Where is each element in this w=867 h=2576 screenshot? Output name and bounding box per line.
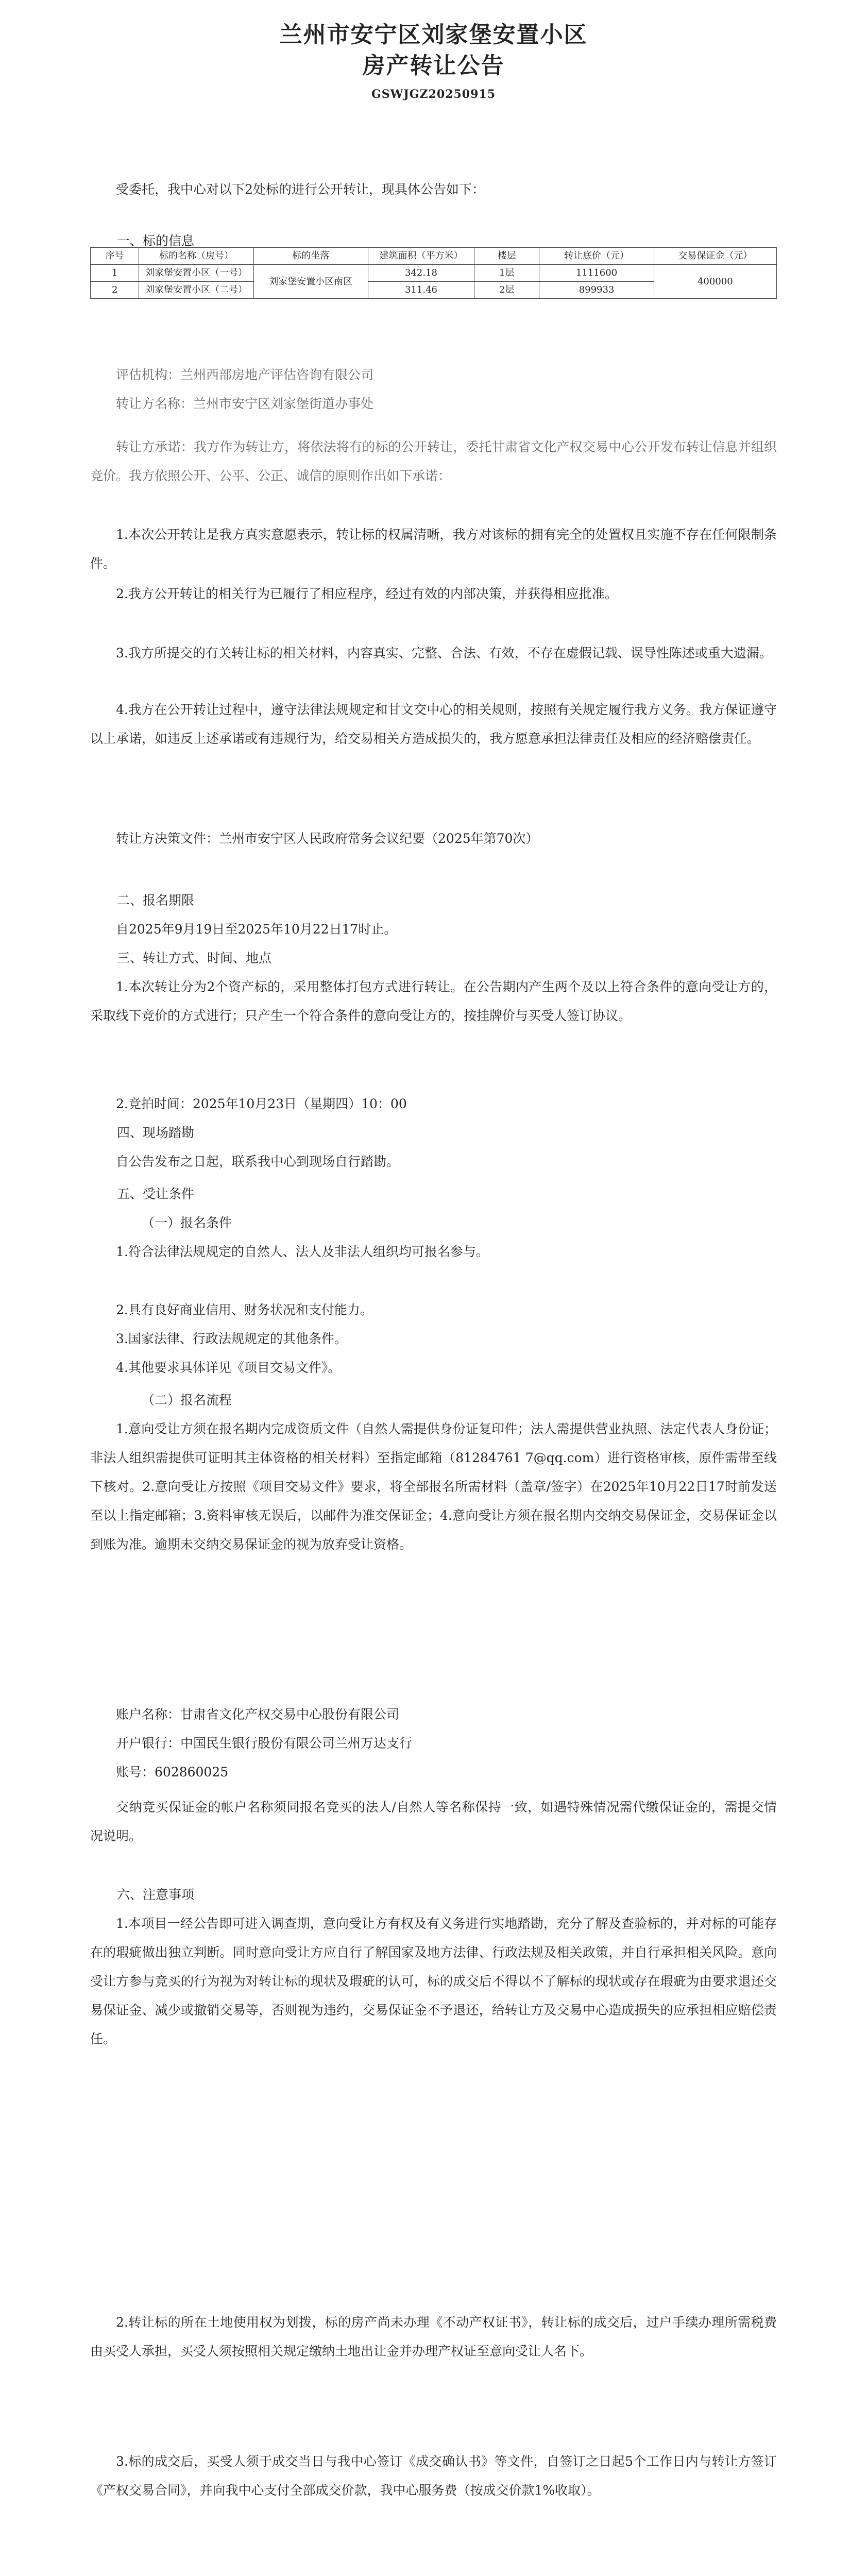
th-no: 序号 <box>91 248 139 265</box>
method-text: 1.本次转让分为2个资产标的，采用整体打包方式进行转让。在公告期内产生两个及以上符合条件的意向受让方的，采取线下竞价的方式进行；只产生一个符合条件的意向受让方的，按挂牌价与买受人签订协议。 <box>90 979 777 1023</box>
commitment-intro: 转让方承诺：我方作为转让方，将依法将有的标的公开转让，委托甘肃省文化产权交易中心公开发布转让信息并组织竞价。我方依照公开、公平、公正、诚信的原则作出如下承诺： <box>90 439 777 483</box>
note-item: 1.本项目一经公告即可进入调查期，意向受让方有权及有义务进行实地踏勘，充分了解及查验标的，并对标的可能存在的瑕疵做出独立判断。同时意向受让方应自行了解国家及地方法律、行政法规及相关政策，并自行承担相关风险。意向受让方参与竞买的行为视为对转让标的现状及瑕疵的认可，标的成交后不得以不了解标的现状或存在瑕疵为由要求退还交易保证金、减少或撤销交易等，否则视为违约，交易保证金不予退还，给转让方及交易中心造成损失的应承担相应赔偿责任。 <box>90 1916 777 2046</box>
section-3-heading: 三、转让方式、时间、地点 <box>117 951 272 965</box>
cell-name: 刘家堡安置小区（二号） <box>139 282 253 299</box>
table-row <box>91 265 777 282</box>
req1-item: 1.符合法律法规规定的自然人、法人及非法人组织均可报名参与。 <box>116 1244 489 1259</box>
section-1-heading: 一、标的信息 <box>117 233 195 248</box>
cell-no: 1 <box>91 265 139 282</box>
announcement-page <box>90 0 777 2576</box>
section-6-heading: 六、注意事项 <box>117 1887 195 1902</box>
cell-name: 刘家堡安置小区（一号） <box>139 265 253 282</box>
req2-heading: （二）报名流程 <box>142 1393 232 1408</box>
decision-basis: 转让方决策文件：兰州市安宁区人民政府常务会议纪要（2025年第70次） <box>116 831 539 846</box>
bank-account-no: 账号：602860025 <box>116 1765 229 1780</box>
bank-account-name: 账户名称：甘肃省文化产权交易中心股份有限公司 <box>116 1707 400 1722</box>
th-location: 标的坐落 <box>253 248 368 265</box>
commitment-item: 1.本次公开转让是我方真实意愿表示，转让标的权属清晰，我方对该标的拥有完全的处置权且实施不存在任何限制条件。 <box>90 527 777 571</box>
note-item: 2.转让标的所在土地使用权为划拨，标的房产尚未办理《不动产权证书》，转让标的成交后，过户手续办理所需税费由买受人承担，买受人须按照相关规定缴纳土地出让金并办理产权证至意向受让人名下。 <box>90 2315 777 2359</box>
note-item: 3.标的成交后，买受人须于成交当日与我中心签订《成交确认书》等文件，自签订之日起5个工作日内与转让方签订《产权交易合同》，并向我中心支付全部成交价款，我中心服务费（按成交价款1%收取）。 <box>90 2454 777 2498</box>
th-deposit: 交易保证金（元） <box>654 248 776 265</box>
req1-heading: （一）报名条件 <box>142 1215 232 1230</box>
cell-area: 342.18 <box>368 265 474 282</box>
intro-text: 受委托，我中心对以下2处标的进行公开转让，现具体公告如下： <box>116 182 485 197</box>
auction-time: 2.竞拍时间：2025年10月23日（星期四）10：00 <box>116 1096 407 1111</box>
commitment-item: 4.我方在公开转让过程中，遵守法律法规规定和甘文交中心的相关规则，按照有关规定履行我方义务。我方保证遵守以上承诺，如违反上述承诺或有违规行为，给交易相关方造成损失的，我方愿意承担法律责任及相应的经济赔偿责任。 <box>90 702 777 746</box>
req1-item: 4.其他要求具体详见《项目交易文件》。 <box>116 1360 341 1375</box>
transferor-text: 转让方名称：兰州市安宁区刘家堡街道办事处 <box>116 396 374 411</box>
asset-table <box>90 247 777 299</box>
cell-floor: 2层 <box>474 282 539 299</box>
th-name: 标的名称（房号） <box>139 248 253 265</box>
th-price: 转让底价（元） <box>539 248 654 265</box>
inspection-text: 自公告发布之日起，联系我中心到现场自行踏勘。 <box>116 1154 400 1169</box>
req1-item: 2.具有良好商业信用、财务状况和支付能力。 <box>116 1302 373 1317</box>
cell-location: 刘家堡安置小区南区 <box>253 265 368 299</box>
req2-process: 1.意向受让方须在报名期内完成资质文件（自然人需提供身份证复印件；法人需提供营业执照、法定代表人身份证；非法人组织需提供可证明其主体资格的相关材料）至指定邮箱（81284761 7@qq.com）进行资格审核，原件需带至线下核对。2.意向受让方按照《项目交易文件》要求，将全部报名所需材料（盖章/签字）在2025年10月22日17时前发送至以上指定邮箱；3.资料审核无误后，以邮件为准交保证金；4.意向受让方须在报名期内交纳交易保证金，交易保证金以到账为准。逾期未交纳交易保证金的视为放弃受让资格。 <box>90 1421 777 1552</box>
section-4-heading: 四、现场踏勘 <box>117 1125 195 1140</box>
section-5-heading: 五、受让条件 <box>117 1187 195 1201</box>
commitment-item: 2.我方公开转让的相关行为已履行了相应程序，经过有效的内部决策，并获得相应批准。 <box>116 586 618 601</box>
bank-name: 开户银行：中国民生银行股份有限公司兰州万达支行 <box>116 1736 413 1751</box>
cell-deposit: 400000 <box>654 265 776 299</box>
bank-note: 交纳竞买保证金的帐户名称须同报名竞买的法人/自然人等名称保持一致，如遇特殊情况需代缴保证金的，需提交情况说明。 <box>90 1800 777 1843</box>
appraiser-text: 评估机构：兰州西部房地产评估咨询有限公司 <box>116 367 374 382</box>
title-line-1: 兰州市安宁区刘家堡安置小区 <box>279 22 588 48</box>
section-2-heading: 二、报名期限 <box>117 893 195 908</box>
th-floor: 楼层 <box>474 248 539 265</box>
commitment-item: 3.我方所提交的有关转让标的相关材料，内容真实、完整、合法、有效，不存在虚假记载、误导性陈述或重大遗漏。 <box>116 646 772 660</box>
table-header-row <box>91 248 777 265</box>
cell-price: 899933 <box>539 282 654 299</box>
cell-floor: 1层 <box>474 265 539 282</box>
title-line-2: 房产转让公告 <box>362 53 505 79</box>
cell-price: 1111600 <box>539 265 654 282</box>
cell-no: 2 <box>91 282 139 299</box>
registration-period: 自2025年9月19日至2025年10月22日17时止。 <box>116 922 397 937</box>
cell-area: 311.46 <box>368 282 474 299</box>
req1-item: 3.国家法律、行政法规规定的其他条件。 <box>116 1331 347 1346</box>
th-area: 建筑面积（平方米） <box>368 248 474 265</box>
announcement-code: GSWJGZ20250915 <box>371 88 496 101</box>
